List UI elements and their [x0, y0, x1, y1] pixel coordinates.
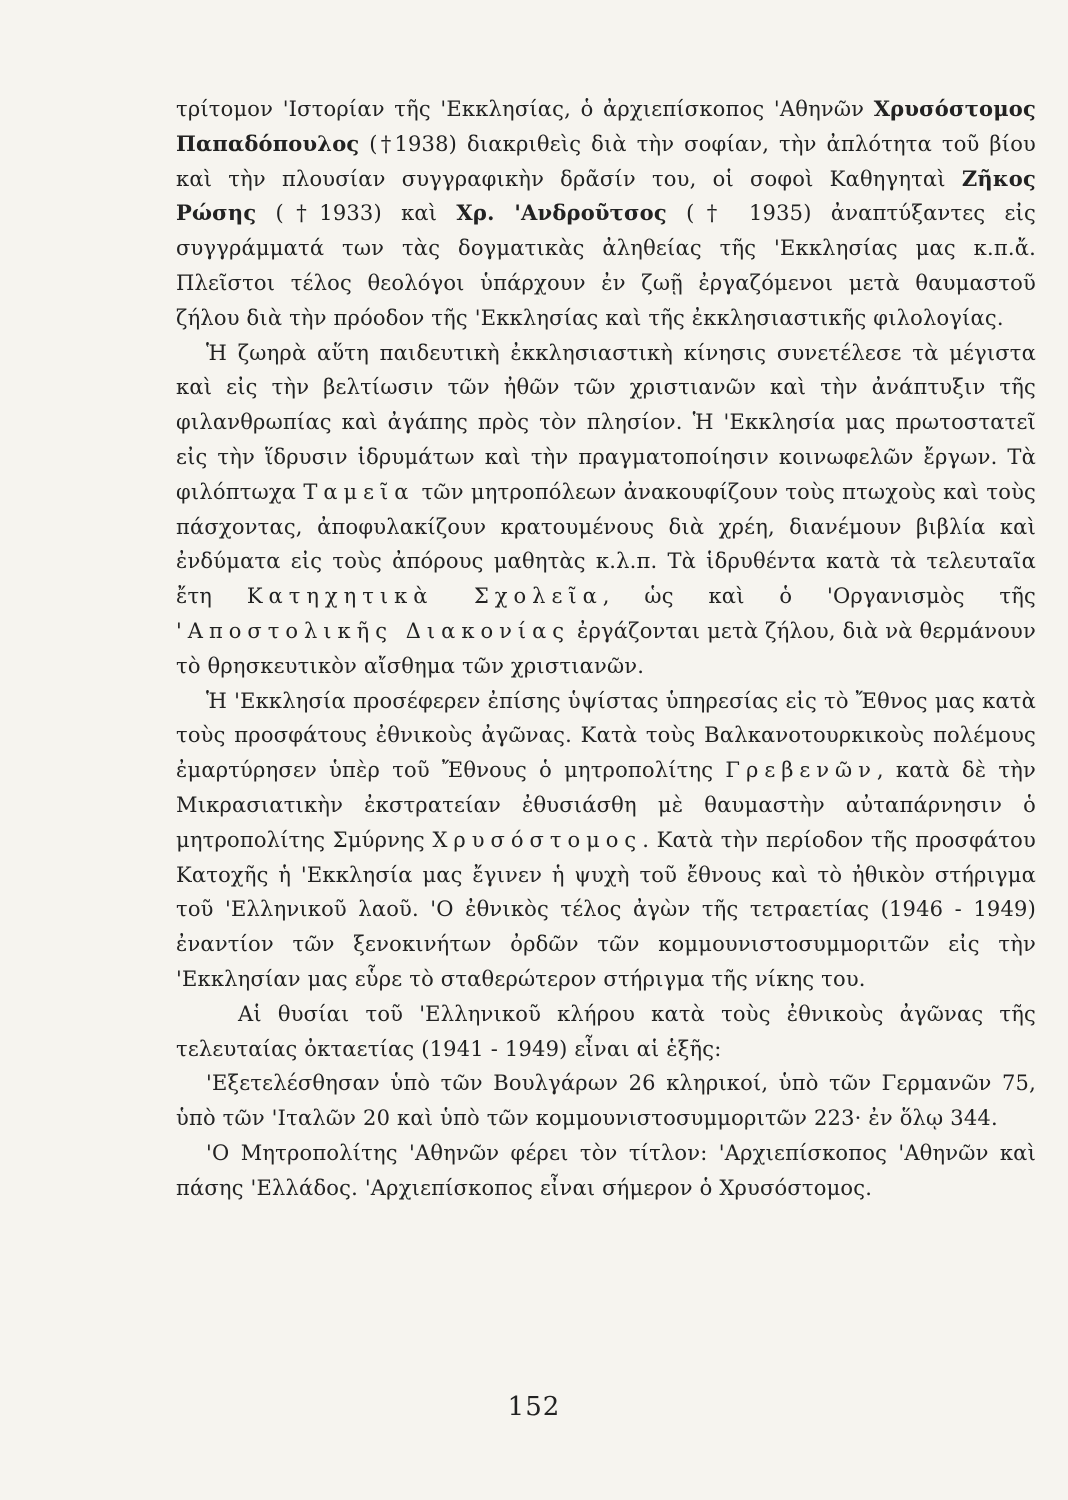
bold-name: Ζῆκος Ρώσης: [176, 165, 1036, 226]
spaced-text: Ταμεῖα: [303, 479, 415, 504]
text-run: Ἡ 'Εκκλησία προσέφερεν ἐπίσης ὑψίστας ὑπηρεσίας εἰς τὸ Ἔθνος μας κατὰ τοὺς προσφάτους ἐθνικοὺς ἀγῶνας. Κατὰ τοὺς Βαλκανοτουρκικοὺς πολέμους ἐμαρτύρησεν ὑπὲρ τοῦ Ἔθνους ὁ μητροπολίτης: [176, 688, 1036, 783]
text-run: τρίτομον 'Ιστορίαν τῆς 'Εκκλησίας, ὁ ἀρχιεπίσκοπος 'Αθηνῶν: [176, 97, 874, 121]
body-text: [176, 92, 1036, 1206]
text-run: , κατὰ δὲ τὴν Μικρασιατικὴν ἐκστρατείαν ἐθυσιάσθη μὲ θαυμαστὴν αὐταπάρνησιν ὁ μητροπολίτης Σμύρνης: [176, 758, 1036, 852]
paragraph: [176, 1136, 1036, 1206]
text-run: (†1933) καὶ: [256, 201, 457, 226]
bold-name: Χρ. 'Ανδροῦτσος: [456, 200, 667, 226]
text-run: (†1938) διακριθεὶς διὰ τὴν σοφίαν, τὴν ἀπλότητα τοῦ βίου καὶ τὴν πλουσίαν συγγραφικὴν δρᾶσίν του, οἱ σοφοὶ Καθηγηταὶ: [176, 131, 1036, 191]
text-run: 'Εξετελέσθησαν ὑπὸ τῶν Βουλγάρων 26 κληρικοί, ὑπὸ τῶν Γερμανῶν 75, ὑπὸ τῶν 'Ιταλῶν 20 καὶ ὑπὸ τῶν κομμουνιστοσυμμοριτῶν 223· ἐν ὅλῳ 344.: [176, 1071, 1036, 1131]
text-run: ἐργάζονται μετὰ ζήλου, διὰ νὰ θερμάνουν τὸ θρησκευτικὸν αἴσθημα τῶν χριστιανῶν.: [176, 618, 1036, 678]
text-run: Ἡ ζωηρὰ αὕτη παιδευτικὴ ἐκκλησιαστικὴ κίνησις συνετέλεσε τὰ μέγιστα καὶ εἰς τὴν βελτίωσιν τῶν ἠθῶν τῶν χριστιανῶν καὶ τὴν ἀνάπτυξιν τῆς φιλανθρωπίας καὶ ἀγάπης πρὸς τὸν πλησίον. Ἡ 'Εκκλησία μας πρωτοστατεῖ εἰς τὴν ἵδρυσιν ἱδρυμάτων καὶ τὴν πραγματοποίησιν κοινωφελῶν ἔργων. Τὰ φιλόπτωχα: [176, 340, 1036, 504]
text-run: , ὡς καὶ ὁ 'Οργανισμὸς τῆς: [602, 584, 1036, 609]
paragraph: [176, 997, 1036, 1067]
paragraph: [176, 336, 1036, 684]
spaced-text: Γρεβενῶν: [725, 758, 877, 783]
text-run: († 1935) ἀναπτύξαντες εἰς συγγράμματά των τὰς δογματικὰς ἀληθείας τῆς 'Εκκλησίας μας κ.π.ἄ. Πλεῖστοι τέλος θεολόγοι ὑπάρχουν ἐν ζωῇ ἐργαζόμενοι μετὰ θαυμαστοῦ ζήλου διὰ τὴν πρόοδον τῆς 'Εκκλησίας καὶ τῆς ἐκκλησιαστικῆς φιλολογίας.: [176, 201, 1036, 330]
text-run: 'Ο Μητροπολίτης 'Αθηνῶν φέρει τὸν τίτλον: 'Αρχιεπίσκοπος 'Αθηνῶν καὶ πάσης 'Ελλάδος. 'Αρχιεπίσκοπος εἶναι σήμερον ὁ Χρυσόστομος.: [176, 1140, 1036, 1200]
text-run: . Κατὰ τὴν περίοδον τῆς προσφάτου Κατοχῆς ἡ 'Εκκλησία μας ἔγινεν ἡ ψυχὴ τοῦ ἔθνους καὶ τὸ ἠθικὸν στήριγμα τοῦ 'Ελληνικοῦ λαοῦ. 'Ο ἐθνικὸς τέλος ἀγὼν τῆς τετραετίας (1946 - 1949) ἐναντίον τῶν ξενοκινήτων ὀρδῶν τῶν κομμουνιστοσυμμοριτῶν εἰς τὴν 'Εκκλησίαν μας εὗρε τὸ σταθερώτερον στήριγμα τῆς νίκης του.: [176, 827, 1036, 991]
bold-name: Χρυσόστομος Παπαδόπουλος: [176, 96, 1036, 156]
text-run: Αἱ θυσίαι τοῦ 'Ελληνικοῦ κλήρου κατὰ τοὺς ἐθνικοὺς ἀγῶνας τῆς τελευταίας ὀκταετίας (1941 - 1949) εἶναι αἱ ἑξῆς:: [176, 1001, 1036, 1061]
paragraph: [176, 684, 1036, 997]
paragraph: [176, 92, 1036, 336]
text-run: τῶν μητροπόλεων ἀνακουφίζουν τοὺς πτωχοὺς καὶ τοὺς πάσχοντας, ἀποφυλακίζουν κρατουμένους διὰ χρέη, διανέμουν βιβλία καὶ ἐνδύματα εἰς τοὺς ἀπόρους μαθητὰς κ.λ.π. Τὰ ἱδρυθέντα κατὰ τὰ τελευταῖα ἔτη: [176, 479, 1036, 609]
page-number: 152: [507, 1392, 561, 1422]
spaced-text: 'Αποστολικῆς Διακονίας: [176, 618, 571, 643]
spaced-text: Χρυσόστομος: [432, 827, 643, 852]
spaced-text: Κατηχητικὰ Σχολεῖα: [246, 584, 603, 609]
paragraph: [176, 1066, 1036, 1136]
